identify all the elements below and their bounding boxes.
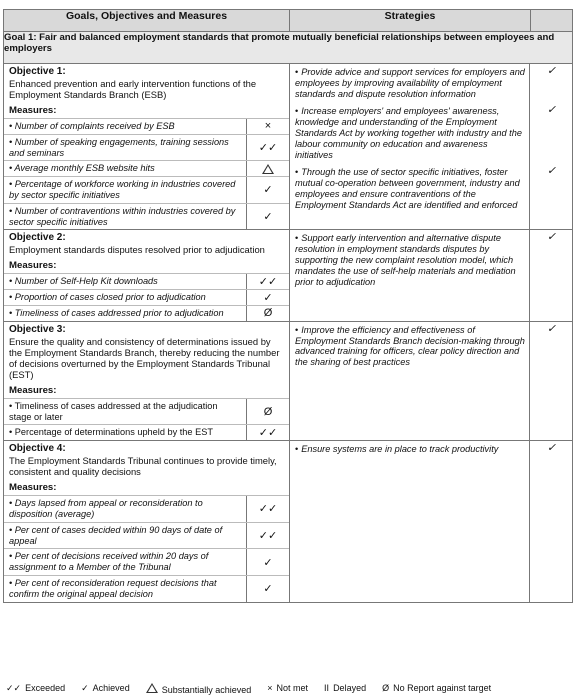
strategy-status xyxy=(531,103,572,164)
objective-title: Objective 2: xyxy=(9,232,66,244)
legend-item xyxy=(146,683,252,695)
strategy-status xyxy=(531,322,572,372)
legend-label: Not met xyxy=(276,683,309,693)
check-icon: ✓ xyxy=(546,104,557,117)
legend-item xyxy=(382,683,491,695)
measure-text: • Days lapsed from appeal or reconsideration to disposition (average) xyxy=(9,498,203,519)
strategy-label: Increase employers' and employees' awareness, knowledge and understanding of the Employment Standards Act by working together with industry and the labour community on education and awareness initiatives xyxy=(295,106,522,160)
measure-status xyxy=(246,135,289,161)
no-report-icon: Ø xyxy=(263,307,273,320)
strategy-row xyxy=(290,230,572,291)
measure-row xyxy=(4,305,289,321)
measure-row xyxy=(4,134,289,161)
measures-label: Measures: xyxy=(9,105,57,116)
measure-status xyxy=(246,399,289,425)
measure-text: • Percentage of workforce working in industries covered by sector specific initiatives xyxy=(9,179,236,200)
measure-text: • Number of speaking engagements, training sessions and seminars xyxy=(9,136,229,158)
strategy-row xyxy=(290,322,572,372)
double-check-icon: ✓✓ xyxy=(258,276,278,289)
cross-icon: × xyxy=(267,683,273,693)
measure-row xyxy=(4,424,289,440)
measure-row xyxy=(4,203,289,230)
measure-row xyxy=(4,118,289,134)
check-icon: ✓ xyxy=(546,65,557,77)
strategy-text xyxy=(290,164,531,214)
header-goals: Goals, Objectives and Measures xyxy=(4,10,290,32)
measures-label: Measures: xyxy=(9,260,57,272)
strategy-row xyxy=(290,441,572,459)
triangle-icon xyxy=(262,164,274,174)
strategy-status xyxy=(531,164,572,214)
measure-row xyxy=(4,522,289,549)
legend-label: Exceeded xyxy=(25,683,66,693)
strategy-label: Support early intervention and alternative dispute resolution in employment standards disputes by supporting the new complaint resolution model, which mandates the use of self-help materials and mediation prior to adjudication xyxy=(295,233,516,287)
measure-text: • Proportion of cases closed prior to adjudication xyxy=(9,292,206,303)
strategy-status xyxy=(531,230,572,291)
check-icon: ✓ xyxy=(263,583,273,596)
double-check-icon: ✓✓ xyxy=(258,427,278,440)
measure-row xyxy=(4,548,289,575)
check-icon: ✓ xyxy=(546,165,557,178)
objective-1-strategies xyxy=(290,64,573,230)
measures-label: Measures: xyxy=(9,384,57,396)
objective-title: Objective 1: xyxy=(9,66,66,77)
check-icon: ✓ xyxy=(263,211,273,224)
measure-status xyxy=(246,119,289,134)
objective-description: Employment standards disputes resolved prior to adjudication xyxy=(9,244,265,256)
strategy-row xyxy=(290,164,572,214)
measure-text: • Number of Self-Help Kit downloads xyxy=(9,276,158,287)
double-check-icon: ✓✓ xyxy=(258,142,278,155)
objective-2-strategies xyxy=(290,230,573,321)
strategy-text xyxy=(290,322,531,372)
measures-label: Measures: xyxy=(9,482,57,494)
measure-row xyxy=(4,289,289,305)
strategy-row xyxy=(290,64,572,103)
measure-row xyxy=(4,176,289,203)
measure-row xyxy=(4,495,289,522)
goals-table xyxy=(3,9,573,603)
strategy-status xyxy=(531,64,572,103)
delayed-icon: II xyxy=(324,683,330,693)
objective-description: Ensure the quality and consistency of determinations issued by the Employment Standards Branch, thereby reducing the number of decisions overturned by the Employment Standards Tribunal (EST) xyxy=(9,335,280,380)
check-icon: ✓ xyxy=(263,556,273,569)
objective-title: Objective 3: xyxy=(9,323,66,335)
legend-label: Delayed xyxy=(333,683,367,693)
strategy-label: Ensure systems are in place to track productivity xyxy=(301,444,499,455)
legend xyxy=(6,683,491,695)
measure-status xyxy=(246,177,289,203)
measure-status xyxy=(246,425,289,440)
legend-item xyxy=(81,683,130,695)
legend-item xyxy=(6,683,65,695)
strategy-label: Provide advice and support services for employers and employees by improving availability of employment standards and dispute resolution information xyxy=(295,67,525,99)
objective-title: Objective 4: xyxy=(9,443,66,455)
measure-text: • Number of contraventions within industries covered by sector specific initiatives xyxy=(9,205,236,227)
measure-status xyxy=(246,161,289,176)
objective-2-cell xyxy=(4,230,290,321)
objective-3-cell xyxy=(4,321,290,440)
measure-status xyxy=(246,306,289,321)
check-icon: ✓ xyxy=(81,683,89,693)
goal-row: Goal 1: Fair and balanced employment standards that promote mutually beneficial relationships between employees and employers xyxy=(4,32,573,64)
legend-label: Achieved xyxy=(92,683,130,693)
measure-text: • Per cent of cases decided within 90 days of date of appeal xyxy=(9,524,223,546)
legend-item xyxy=(324,683,366,695)
triangle-icon xyxy=(146,683,158,693)
objective-1-cell xyxy=(4,64,290,230)
strategy-text xyxy=(290,64,531,103)
header-status xyxy=(531,10,573,32)
strategy-text xyxy=(290,230,531,291)
measure-status xyxy=(246,523,289,549)
strategy-text xyxy=(290,103,531,164)
legend-label: No Report against target xyxy=(393,683,492,693)
measure-status xyxy=(246,274,289,289)
measure-status xyxy=(246,549,289,575)
measure-text: • Average monthly ESB website hits xyxy=(9,163,155,174)
measure-status xyxy=(246,290,289,305)
legend-item xyxy=(267,683,308,695)
measure-status xyxy=(246,576,289,602)
objective-3-strategies xyxy=(290,321,573,440)
check-icon: ✓ xyxy=(546,322,557,335)
objective-4-strategies xyxy=(290,441,573,602)
objective-description: The Employment Standards Tribunal continues to provide timely, consistent and quality decisions xyxy=(9,455,277,478)
check-icon: ✓ xyxy=(546,231,557,244)
measure-row xyxy=(4,398,289,425)
measure-text: • Number of complaints received by ESB xyxy=(9,121,175,131)
check-icon: ✓ xyxy=(263,292,273,305)
double-check-icon: ✓✓ xyxy=(6,683,22,693)
measure-text: • Per cent of reconsideration request decisions that confirm the original appeal decision xyxy=(9,577,217,599)
strategy-status xyxy=(531,441,572,459)
measure-status xyxy=(246,204,289,230)
measure-text: • Timeliness of cases addressed prior to adjudication xyxy=(9,307,224,318)
measure-status xyxy=(246,496,289,522)
measure-text: • Percentage of determinations upheld by the EST xyxy=(9,427,213,438)
measure-text: • Timeliness of cases addressed at the adjudication stage or later xyxy=(9,400,218,422)
cross-icon: × xyxy=(264,120,272,133)
objective-4-cell xyxy=(4,441,290,602)
check-icon: ✓ xyxy=(546,442,557,455)
measure-row xyxy=(4,160,289,176)
double-check-icon: ✓✓ xyxy=(258,530,278,543)
measure-row xyxy=(4,273,289,289)
check-icon: ✓ xyxy=(263,184,273,197)
no-report-icon: Ø xyxy=(263,405,273,418)
strategy-label: Improve the efficiency and effectiveness of Employment Standards Branch decision-making through advanced training for officers, clear policy direction and the sharing of best practices xyxy=(295,324,525,368)
strategy-label: Through the use of sector specific initiatives, foster mutual co-operation between government, industry and employees and ensure contraventions of the Employment Standards Act are identified and enforced xyxy=(295,167,520,210)
double-check-icon: ✓✓ xyxy=(258,503,278,516)
legend-label: Substantially achieved xyxy=(161,685,252,695)
measure-text: • Per cent of decisions received within 20 days of assignment to a Member of the Tribunal xyxy=(9,551,209,573)
no-report-icon: Ø xyxy=(382,683,390,693)
measure-row xyxy=(4,575,289,602)
objective-description: Enhanced prevention and early intervention functions of the Employment Standards Branch (ESB) xyxy=(9,78,257,100)
strategy-text xyxy=(290,441,531,459)
header-strategies: Strategies xyxy=(290,10,531,32)
strategy-row xyxy=(290,103,572,164)
